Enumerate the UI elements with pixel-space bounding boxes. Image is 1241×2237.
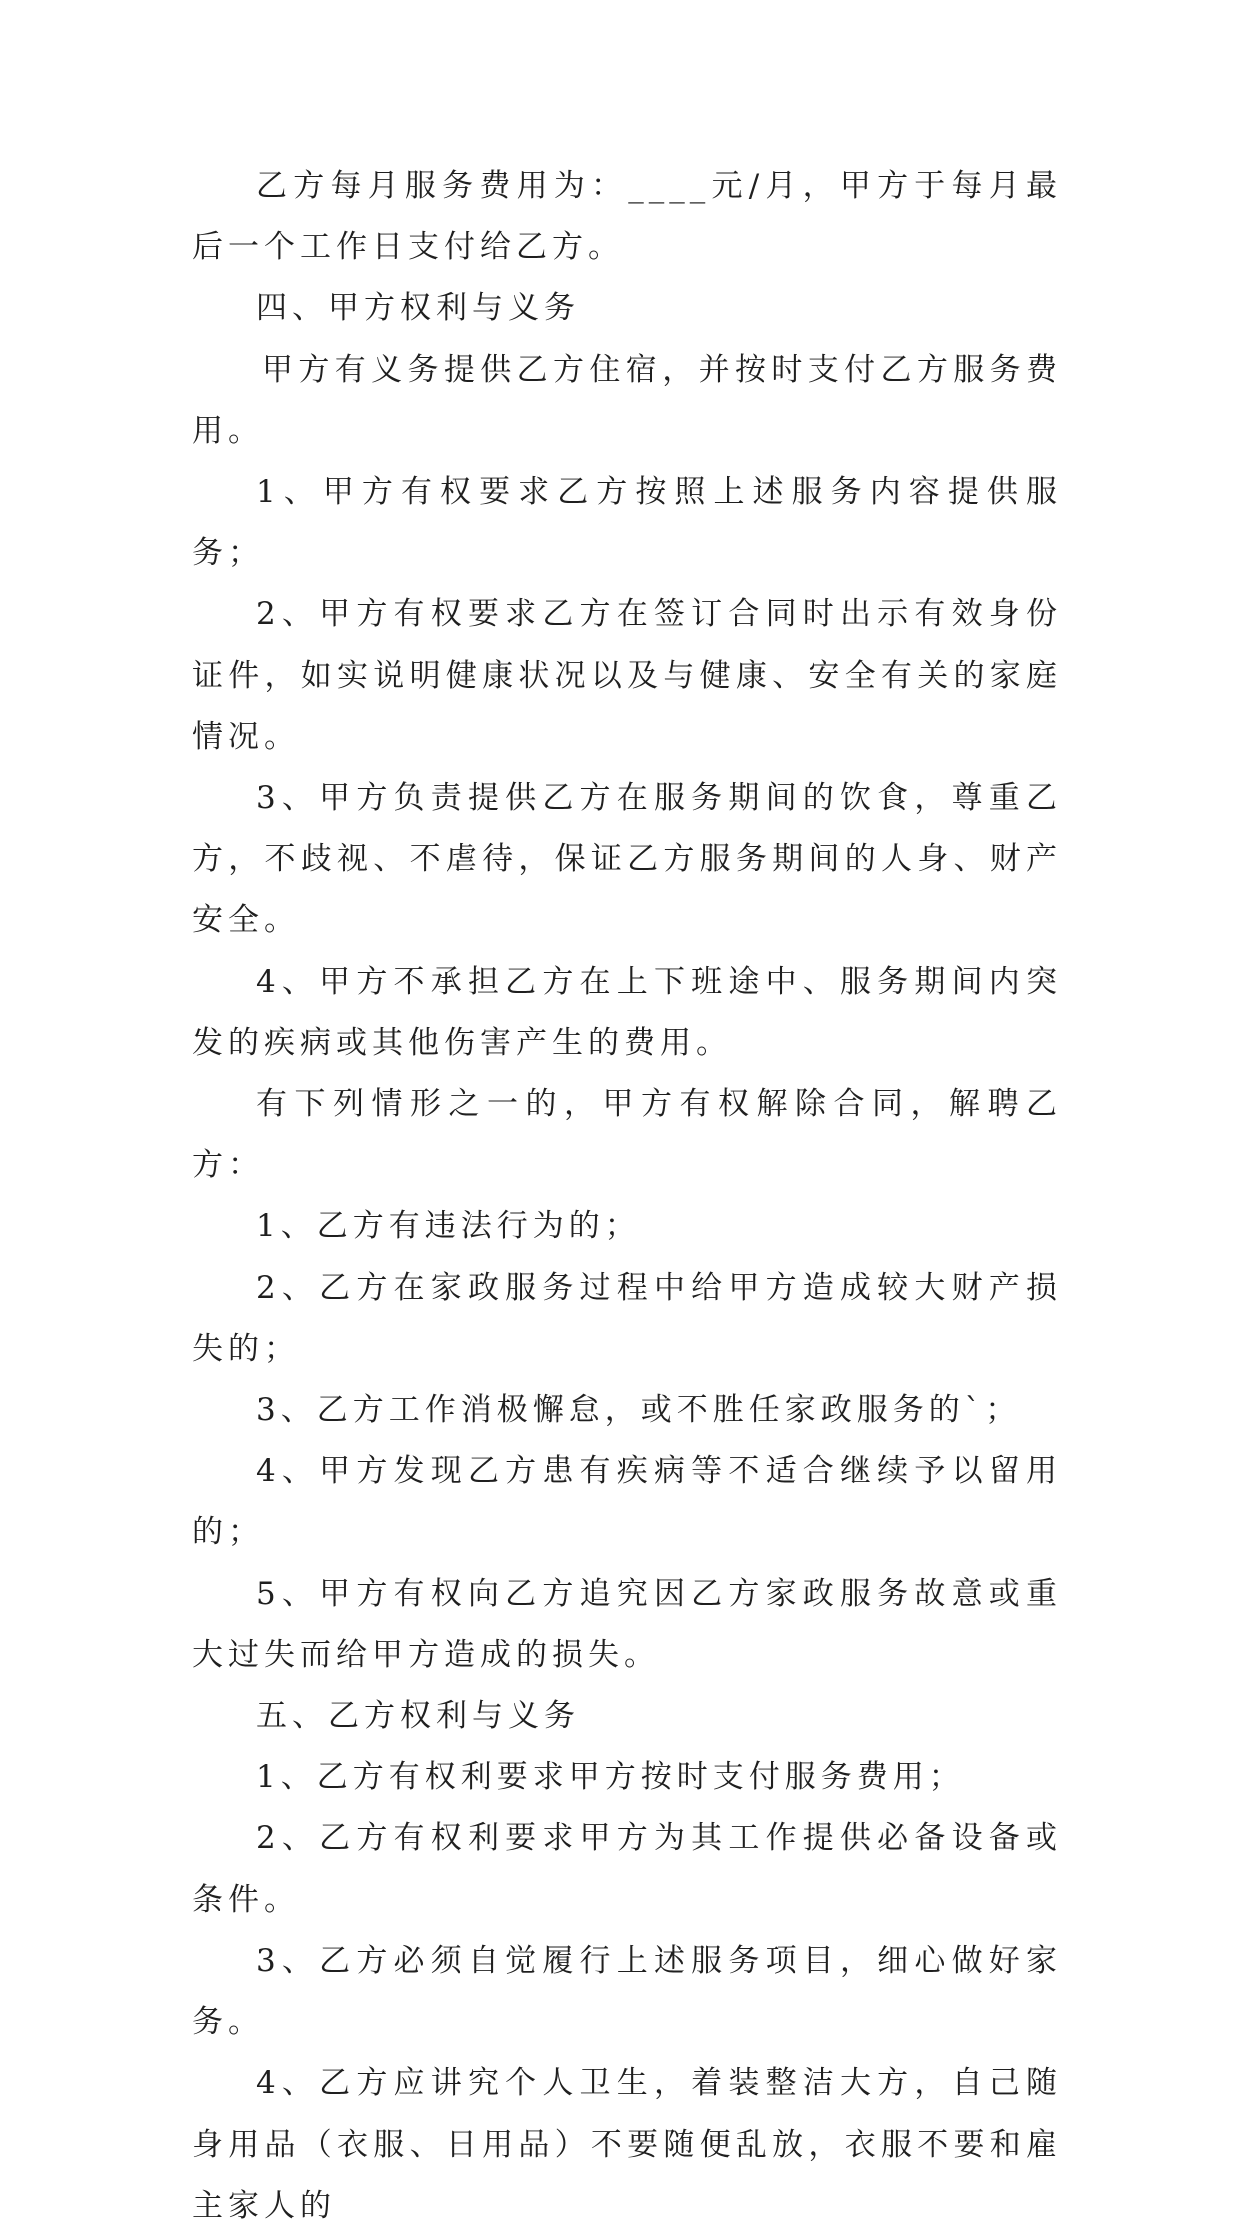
document-body (192, 156, 1062, 2237)
paragraph-service-fee: 乙方每月服务费用为：____元/月，甲方于每月最后一个工作日支付给乙方。 (192, 168, 1062, 266)
list-item-party-a-1: 1、甲方有权要求乙方按照上述服务内容提供服务； (192, 474, 1062, 572)
list-item-party-a-4: 4、甲方不承担乙方在上下班途中、服务期间内突发的疾病或其他伤害产生的费用。 (192, 963, 1062, 1061)
section-heading-party-b: 五、乙方权利与义务 (256, 1698, 580, 1735)
paragraph-termination-conditions: 有下列情形之一的，甲方有权解除合同，解聘乙方： (192, 1086, 1062, 1184)
list-item-party-b-2: 2、乙方有权利要求甲方为其工作提供必备设备或条件。 (192, 1820, 1062, 1918)
list-item-party-b-1: 1、乙方有权利要求甲方按时支付服务费用； (256, 1759, 965, 1796)
list-item-party-b-4: 4、乙方应讲究个人卫生，着装整洁大方，自己随身用品（衣服、日用品）不要随便乱放，衣服不要和雇主家人的 (192, 2065, 1062, 2224)
list-item-party-b-3: 3、乙方必须自觉履行上述服务项目，细心做好家务。 (192, 1942, 1062, 2041)
list-item-termination-3: 3、乙方工作消极懈怠，或不胜任家政服务的`； (256, 1392, 1022, 1429)
list-item-party-a-2: 2、甲方有权要求乙方在签订合同时出示有效身份证件，如实说明健康状况以及与健康、安全有关的家庭情况。 (192, 596, 1062, 755)
list-item-party-a-3: 3、甲方负责提供乙方在服务期间的饮食，尊重乙方，不歧视、不虐待，保证乙方服务期间的人身、财产安全。 (192, 780, 1062, 939)
paragraph-party-a-duty: 甲方有义务提供乙方住宿，并按时支付乙方服务费用。 (192, 351, 1062, 449)
list-item-termination-2: 2、乙方在家政服务过程中给甲方造成较大财产损失的； (192, 1269, 1062, 1367)
section-heading-party-a: 四、甲方权利与义务 (256, 290, 580, 327)
list-item-termination-1: 1、乙方有违法行为的； (256, 1208, 641, 1245)
list-item-termination-4: 4、甲方发现乙方患有疾病等不适合继续予以留用的； (192, 1453, 1062, 1551)
list-item-termination-5: 5、甲方有权向乙方追究因乙方家政服务故意或重大过失而给甲方造成的损失。 (192, 1575, 1062, 1673)
